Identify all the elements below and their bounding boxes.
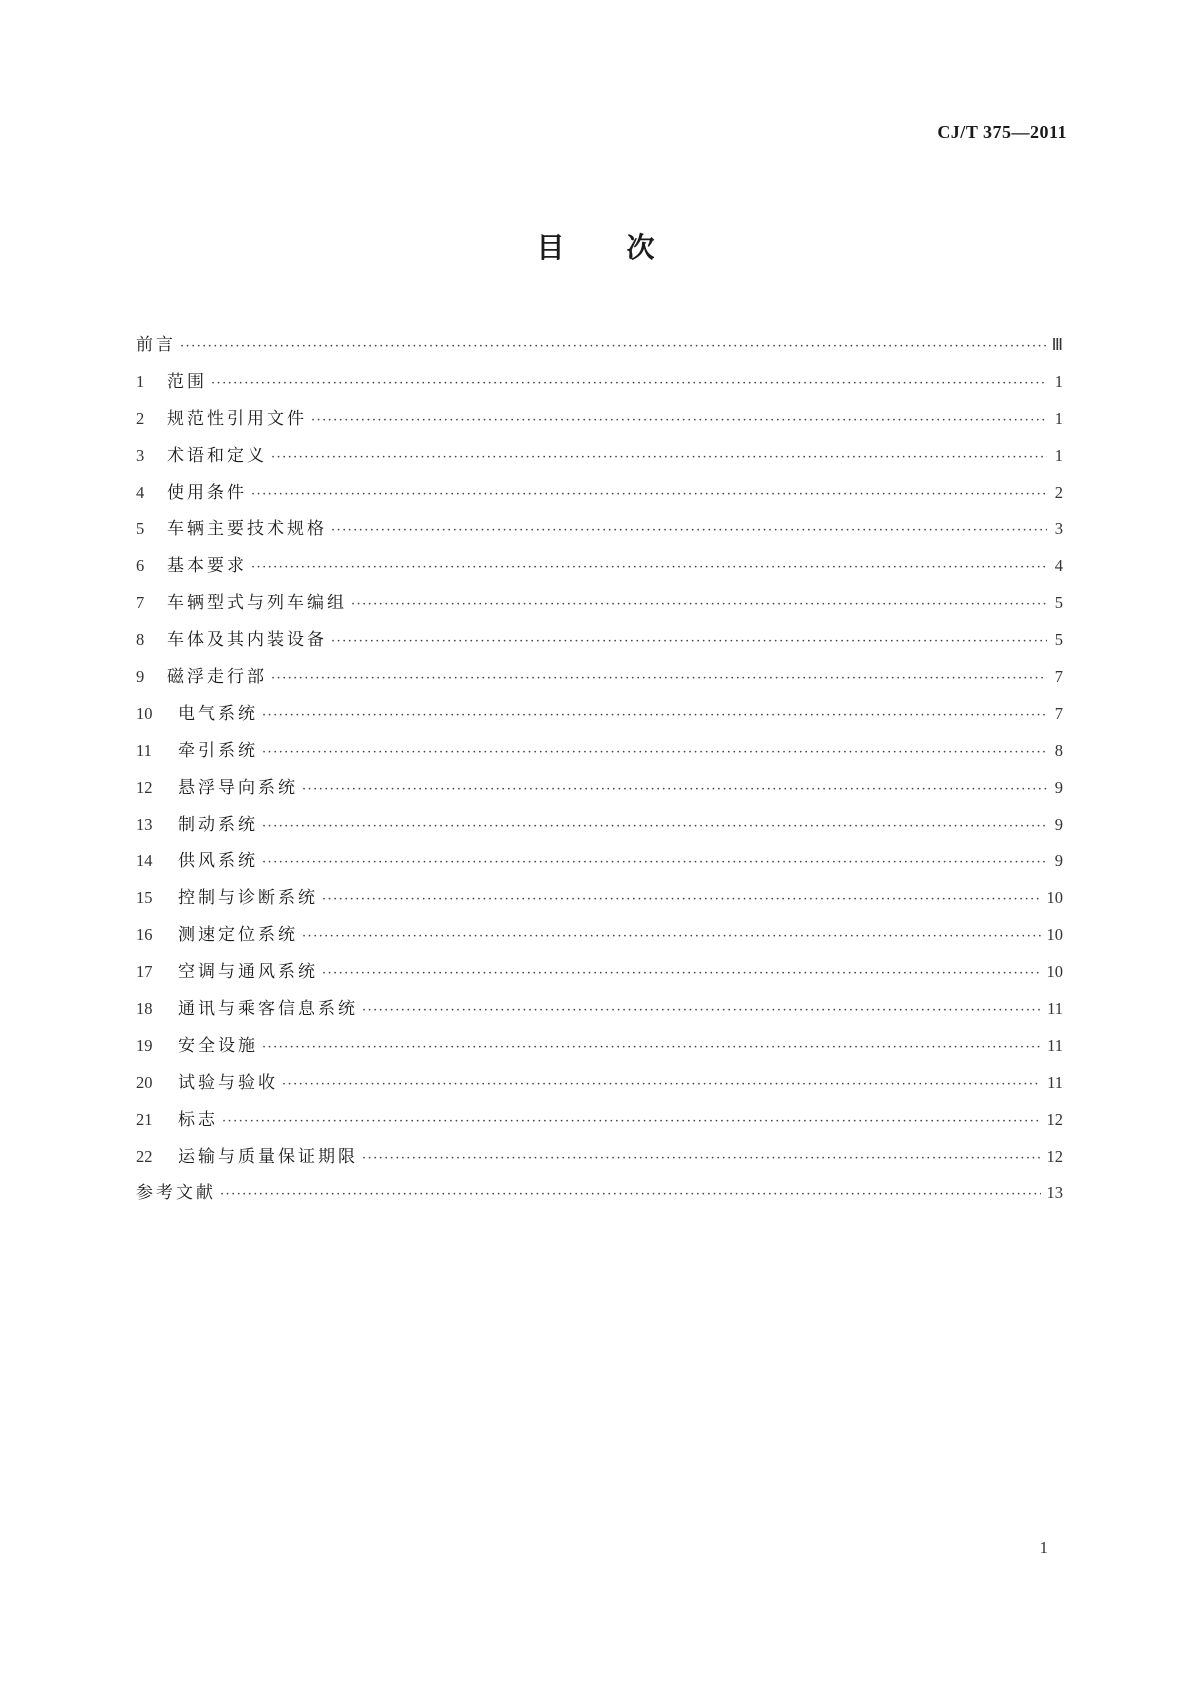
toc-entry-number: 2 — [136, 408, 145, 428]
toc-entry-references[interactable] — [136, 1175, 1063, 1212]
toc-entry-14[interactable] — [136, 843, 1063, 880]
toc-entry-title: 规范性引用文件 — [167, 408, 307, 429]
dot-leader — [302, 772, 1047, 809]
dot-leader — [362, 1141, 1041, 1178]
dot-leader — [262, 845, 1047, 882]
toc-entry-title: 使用条件 — [167, 482, 247, 503]
toc-entry-page: 13 — [1046, 1183, 1063, 1203]
dot-leader — [251, 477, 1047, 514]
toc-entry-title: 运输与质量保证期限 — [178, 1146, 358, 1167]
toc-entry-page: 2 — [1054, 482, 1063, 502]
toc-entry-title: 通讯与乘客信息系统 — [178, 999, 358, 1020]
toc-entry-10[interactable] — [136, 696, 1063, 733]
toc-entry-number: 21 — [136, 1109, 153, 1129]
toc-entry-8[interactable] — [136, 622, 1063, 659]
dot-leader — [282, 1067, 1041, 1104]
toc-entry-4[interactable] — [136, 475, 1063, 512]
toc-entry-number: 3 — [136, 445, 145, 465]
toc-entry-page: 9 — [1054, 814, 1063, 834]
dot-leader — [322, 882, 1041, 919]
toc-entry-2[interactable] — [136, 401, 1063, 438]
toc-entry-page: 1 — [1054, 445, 1063, 465]
toc-entry-1[interactable] — [136, 364, 1063, 401]
toc-entry-page: 11 — [1047, 999, 1063, 1019]
toc-entry-number: 18 — [136, 999, 153, 1019]
toc-entry-17[interactable] — [136, 954, 1063, 991]
page-number: 1 — [1039, 1538, 1048, 1557]
dot-leader — [331, 513, 1047, 550]
toc-entry-title: 空调与通风系统 — [178, 962, 318, 983]
toc-entry-number: 16 — [136, 925, 153, 945]
toc-entry-page: 7 — [1054, 667, 1063, 687]
dot-leader — [271, 661, 1047, 698]
dot-leader — [262, 698, 1047, 735]
toc-entry-title: 安全设施 — [178, 1035, 258, 1056]
dot-leader — [322, 956, 1041, 993]
toc-entry-page: 8 — [1054, 740, 1063, 760]
toc-entry-page: 11 — [1047, 1072, 1063, 1092]
dot-leader — [302, 919, 1041, 956]
toc-entry-number: 12 — [136, 777, 153, 797]
dot-leader — [262, 1030, 1041, 1067]
toc-entry-21[interactable] — [136, 1102, 1063, 1139]
toc-entry-number: 4 — [136, 482, 145, 502]
standard-code: CJ/T 375—2011 — [937, 122, 1067, 142]
toc-entry-page: 4 — [1054, 556, 1063, 576]
toc-entry-title: 供风系统 — [178, 851, 258, 872]
toc-entry-number: 15 — [136, 888, 153, 908]
toc-entry-title: 测速定位系统 — [178, 925, 298, 946]
toc-entry-number: 19 — [136, 1035, 153, 1055]
toc-entry-12[interactable] — [136, 770, 1063, 807]
dot-leader — [262, 735, 1047, 772]
toc-entry-title: 标志 — [178, 1109, 218, 1130]
toc-entry-number: 7 — [136, 593, 145, 613]
toc-entry-page: 9 — [1054, 777, 1063, 797]
toc-entry-6[interactable] — [136, 548, 1063, 585]
toc-entry-title: 车体及其内装设备 — [167, 630, 327, 651]
toc-entry-page: 9 — [1054, 851, 1063, 871]
toc-entry-page: 10 — [1046, 962, 1063, 982]
toc-entry-number: 22 — [136, 1146, 153, 1166]
toc-entry-13[interactable] — [136, 807, 1063, 844]
toc-entry-15[interactable] — [136, 880, 1063, 917]
toc-entry-7[interactable] — [136, 585, 1063, 622]
toc-entry-page: 11 — [1047, 1035, 1063, 1055]
toc-entry-5[interactable] — [136, 511, 1063, 548]
toc-entry-18[interactable] — [136, 991, 1063, 1028]
toc-entry-page: 12 — [1046, 1146, 1063, 1166]
toc-entry-number: 5 — [136, 519, 145, 539]
toc-entry-page: 7 — [1054, 703, 1063, 723]
toc-entry-16[interactable] — [136, 917, 1063, 954]
dot-leader — [251, 550, 1047, 587]
toc-entry-number: 8 — [136, 630, 145, 650]
toc-entry-title: 范围 — [167, 371, 207, 392]
toc-entry-19[interactable] — [136, 1028, 1063, 1065]
toc-entry-number: 17 — [136, 962, 153, 982]
dot-leader — [271, 440, 1047, 477]
toc-entry-9[interactable] — [136, 659, 1063, 696]
dot-leader — [180, 329, 1046, 366]
toc-entry-number: 13 — [136, 814, 153, 834]
toc-entry-title: 牵引系统 — [178, 740, 258, 761]
toc-entry-page: 12 — [1046, 1109, 1063, 1129]
dot-leader — [211, 366, 1047, 403]
dot-leader — [362, 993, 1041, 1030]
toc-entry-number: 20 — [136, 1072, 153, 1092]
toc-entry-title: 参考文献 — [136, 1183, 216, 1204]
page-title: 目次 — [536, 231, 717, 264]
toc-entry-title: 前言 — [136, 335, 176, 355]
toc-entry-title: 电气系统 — [178, 703, 258, 724]
toc-entry-number: 10 — [136, 703, 153, 723]
toc-entry-page: 5 — [1054, 630, 1063, 650]
dot-leader — [222, 1104, 1041, 1141]
toc-entry-number: 6 — [136, 556, 145, 576]
dot-leader — [262, 809, 1047, 846]
toc-entry-page: 1 — [1054, 408, 1063, 428]
toc-entry-number: 14 — [136, 851, 153, 871]
toc-entry-page: 3 — [1054, 519, 1063, 539]
toc-entry-number: 9 — [136, 667, 145, 687]
toc-entry-title: 磁浮走行部 — [167, 667, 267, 688]
toc-entry-number: 1 — [136, 371, 145, 391]
toc-entry-page: 10 — [1046, 888, 1063, 908]
toc-entry-title: 悬浮导向系统 — [178, 777, 298, 798]
toc-entry-page: 10 — [1046, 925, 1063, 945]
toc-entry-title: 车辆主要技术规格 — [167, 519, 327, 540]
toc-entry-page: 5 — [1054, 593, 1063, 613]
dot-leader — [351, 587, 1047, 624]
toc-entry-title: 制动系统 — [178, 814, 258, 835]
toc-entry-page: 1 — [1054, 371, 1063, 391]
toc-entry-title: 试验与验收 — [178, 1072, 278, 1093]
toc-entry-foreword[interactable] — [136, 327, 1063, 364]
toc-entry-3[interactable] — [136, 438, 1063, 475]
dot-leader — [220, 1177, 1041, 1214]
toc-entry-title: 术语和定义 — [167, 445, 267, 466]
toc-entry-title: 基本要求 — [167, 556, 247, 577]
toc-entry-title: 车辆型式与列车编组 — [167, 593, 347, 614]
toc-entry-title: 控制与诊断系统 — [178, 888, 318, 909]
toc-entry-11[interactable] — [136, 733, 1063, 770]
toc-entry-20[interactable] — [136, 1065, 1063, 1102]
table-of-contents — [136, 327, 1063, 1212]
toc-entry-number: 11 — [136, 740, 152, 760]
dot-leader — [311, 403, 1047, 440]
toc-entry-page: Ⅲ — [1051, 335, 1063, 354]
toc-entry-22[interactable] — [136, 1139, 1063, 1176]
dot-leader — [331, 624, 1047, 661]
